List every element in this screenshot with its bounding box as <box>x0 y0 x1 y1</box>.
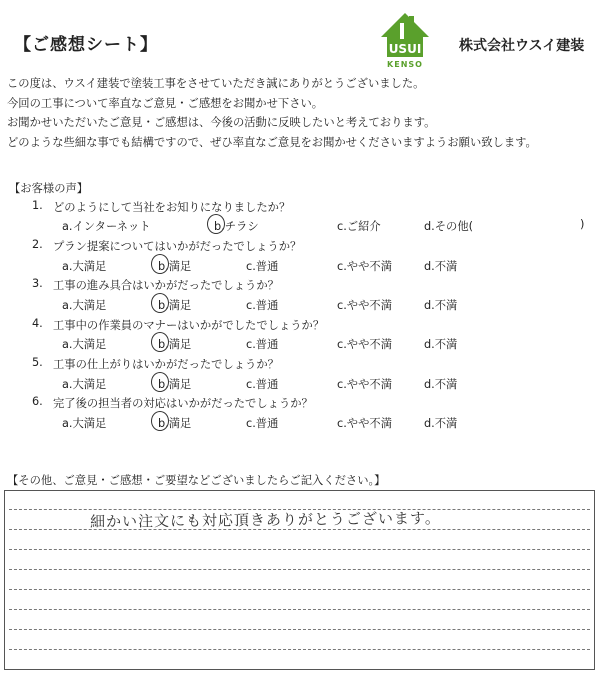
option-c2[interactable]: c.やや不満 <box>337 338 392 351</box>
option-b[interactable]: b.満足 <box>158 378 192 391</box>
question-number: 1. <box>32 199 43 212</box>
company-logo <box>379 11 431 69</box>
selected-circle-mark <box>151 332 169 352</box>
option-a[interactable]: a.大満足 <box>62 417 107 430</box>
question-number: 2. <box>32 238 43 251</box>
ruled-line <box>9 589 590 590</box>
question-number: 5. <box>32 356 43 369</box>
comment-heading: 【その他、ご意見・ご感想・ご要望などございましたらご記入ください。】 <box>7 474 386 487</box>
option-a[interactable]: a.大満足 <box>62 338 107 351</box>
company-name: 株式会社ウスイ建装 <box>459 38 585 54</box>
selected-circle-mark <box>207 214 225 234</box>
question-number: 4. <box>32 317 43 330</box>
option-a[interactable]: a.インターネット <box>62 220 151 233</box>
svg-text:KENSO: KENSO <box>387 60 423 69</box>
question-number: 3. <box>32 277 43 290</box>
intro-text <box>7 74 537 152</box>
option-d[interactable]: d.不満 <box>424 338 458 351</box>
svg-text:USUI: USUI <box>388 42 422 56</box>
option-a[interactable]: a.大満足 <box>62 260 107 273</box>
option-d[interactable]: d.不満 <box>424 299 458 312</box>
option-c[interactable]: c.普通 <box>246 338 279 351</box>
customer-voice-heading: 【お客様の声】 <box>9 182 89 195</box>
option-b[interactable]: b.満足 <box>158 299 192 312</box>
intro-line: 今回の工事について率直なご意見・ご感想をお聞かせ下さい。 <box>7 96 324 110</box>
ruled-line <box>9 609 590 610</box>
intro-line: この度は、ウスイ建装で塗装工事をさせていただき誠にありがとうございました。 <box>7 77 425 90</box>
selected-circle-mark <box>151 293 169 313</box>
selected-circle-mark <box>151 254 169 274</box>
intro-line: お聞かせいただいたご意見・ご感想は、今後の活動に反映したいと考えております。 <box>7 116 436 129</box>
question-text: 工事の進み具合はいかがだったでしょうか？ <box>53 279 279 292</box>
handwritten-comment: 細かい注文にも対応頂きありがとうございます。 <box>89 509 441 531</box>
option-d[interactable]: d.不満 <box>424 417 458 430</box>
option-c[interactable]: c.普通 <box>246 260 279 273</box>
selected-circle-mark <box>151 411 169 431</box>
option-d[interactable]: d.不満 <box>424 378 458 391</box>
option-a[interactable]: a.大満足 <box>62 299 107 312</box>
option-b[interactable]: b.満足 <box>158 260 192 273</box>
question-text: 工事の仕上がりはいかがだったでしょうか？ <box>53 358 279 371</box>
option-c[interactable]: c.普通 <box>246 417 279 430</box>
option-c2[interactable]: c.やや不満 <box>337 299 392 312</box>
question-text: プラン提案についてはいかがだったでしょうか？ <box>53 240 302 253</box>
option-b[interactable]: b.チラシ <box>214 220 259 233</box>
page-title: 【ご感想シート】 <box>14 35 158 55</box>
option-c2[interactable]: c.やや不満 <box>337 378 392 391</box>
option-b[interactable]: b.満足 <box>158 338 192 351</box>
ruled-line <box>9 649 590 650</box>
option-d[interactable]: d.その他( <box>424 220 474 233</box>
option-c[interactable]: c.ご紹介 <box>337 220 381 233</box>
intro-line: どのような些細な事でも結構ですので、ぜひ率直なご意見をお聞かせくださいますようお願い致します。 <box>7 135 537 149</box>
option-c[interactable]: c.普通 <box>246 299 279 312</box>
option-c[interactable]: c.普通 <box>246 378 279 391</box>
ruled-line <box>9 569 590 570</box>
ruled-line <box>9 629 590 630</box>
option-d[interactable]: d.不満 <box>424 260 458 273</box>
selected-circle-mark <box>151 372 169 392</box>
option-c2[interactable]: c.やや不満 <box>337 260 392 273</box>
option-b[interactable]: b.満足 <box>158 417 192 430</box>
option-d-close: ) <box>580 218 585 231</box>
question-text: 工事中の作業員のマナーはいかがでしたでしょうか？ <box>53 319 325 332</box>
question-text: どのようにして当社をお知りになりましたか？ <box>53 201 291 214</box>
option-c2[interactable]: c.やや不満 <box>337 417 392 430</box>
ruled-line <box>9 549 590 550</box>
question-text: 完了後の担当者の対応はいかがだったでしょうか？ <box>53 397 313 410</box>
option-a[interactable]: a.大満足 <box>62 378 107 391</box>
question-number: 6. <box>32 395 43 408</box>
